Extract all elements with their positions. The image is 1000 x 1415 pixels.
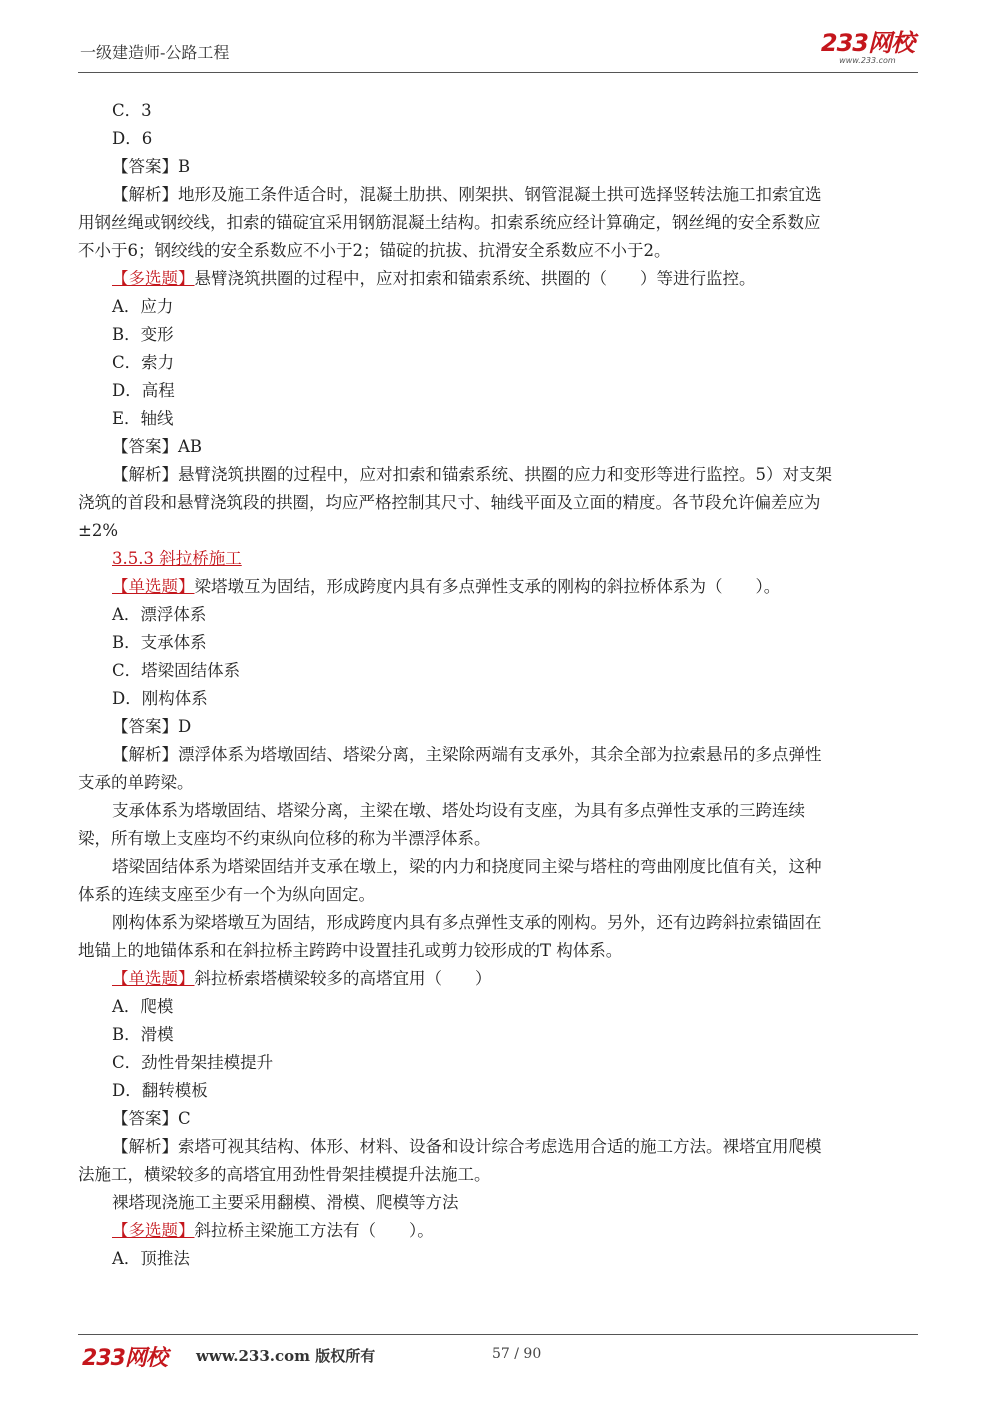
text-line xyxy=(78,1245,918,1273)
section-title: 3.5.3 斜拉桥施工 xyxy=(112,549,242,568)
text-line xyxy=(78,713,918,741)
line-text: 悬臂浇筑拱圈的过程中，应对扣索和锚索系统、拱圈的（ ）等进行监控。 xyxy=(194,269,756,288)
question-type-tag: 【多选题】 xyxy=(112,1221,195,1240)
line-text: 浇筑的首段和悬臂浇筑段的拱圈，均应严格控制其尺寸、轴线平面及立面的精度。各节段允许偏差应为 xyxy=(78,493,821,512)
text-line xyxy=(78,517,918,545)
text-line xyxy=(78,489,918,517)
line-text: B．支承体系 xyxy=(112,633,207,652)
line-text: B．变形 xyxy=(112,325,174,344)
line-text: 斜拉桥主梁施工方法有（ ）。 xyxy=(194,1221,434,1240)
document-body xyxy=(78,97,918,1273)
page-header xyxy=(78,29,918,73)
logo-url: www.233.com xyxy=(839,56,896,65)
line-text: 地锚上的地锚体系和在斜拉桥主跨跨中设置挂孔或剪力铰形成的T 构体系。 xyxy=(78,941,623,960)
line-text: 【解析】地形及施工条件适合时，混凝土肋拱、刚架拱、钢管混凝土拱可选择竖转法施工扣索宜选 xyxy=(112,185,822,204)
text-line xyxy=(78,97,918,125)
text-line xyxy=(78,405,918,433)
line-text: 梁塔墩互为固结，形成跨度内具有多点弹性支承的刚构的斜拉桥体系为（ ）。 xyxy=(194,577,781,596)
text-line xyxy=(78,657,918,685)
line-text: 【答案】D xyxy=(112,717,192,736)
line-text: E．轴线 xyxy=(112,409,174,428)
text-line xyxy=(78,937,918,965)
footer-copyright: www.233.com 版权所有 xyxy=(196,1347,376,1365)
line-text: C．劲性骨架挂模提升 xyxy=(112,1053,274,1072)
line-text: 【解析】悬臂浇筑拱圈的过程中，应对扣索和锚索系统、拱圈的应力和变形等进行监控。5）对支架 xyxy=(112,465,832,484)
text-line xyxy=(78,601,918,629)
text-line xyxy=(78,1161,918,1189)
line-text: 【答案】B xyxy=(112,157,191,176)
question-line xyxy=(78,1217,918,1245)
line-text: C．3 xyxy=(112,101,152,120)
text-line xyxy=(78,293,918,321)
line-text: A．爬模 xyxy=(112,997,174,1016)
text-line xyxy=(78,125,918,153)
question-type-tag: 【单选题】 xyxy=(112,969,195,988)
text-line xyxy=(78,1049,918,1077)
line-text: C．索力 xyxy=(112,353,175,372)
text-line xyxy=(78,1021,918,1049)
text-line xyxy=(78,181,918,209)
line-text: 刚构体系为梁塔墩互为固结，形成跨度内具有多点弹性支承的刚构。另外，还有边跨斜拉索锚固在 xyxy=(112,913,822,932)
line-text: 支承体系为塔墩固结、塔梁分离，主梁在墩、塔处均设有支座，为具有多点弹性支承的三跨连续 xyxy=(112,801,805,820)
doc-title: 一级建造师-公路工程 xyxy=(80,43,230,62)
text-line xyxy=(78,741,918,769)
text-line xyxy=(78,153,918,181)
page-number: 57 / 90 xyxy=(492,1346,542,1362)
line-text: 裸塔现浇施工主要采用翻模、滑模、爬模等方法 xyxy=(112,1193,459,1212)
text-line xyxy=(78,377,918,405)
line-text: D．翻转模板 xyxy=(112,1081,208,1100)
line-text: 梁，所有墩上支座均不约束纵向位移的称为半漂浮体系。 xyxy=(78,829,491,848)
text-line xyxy=(78,797,918,825)
line-text: 塔梁固结体系为塔梁固结并支承在墩上，梁的内力和挠度同主梁与塔柱的弯曲刚度比值有关，这种 xyxy=(112,857,822,876)
line-text: 体系的连续支座至少有一个为纵向固定。 xyxy=(78,885,375,904)
brand-logo xyxy=(821,30,914,65)
text-line xyxy=(78,321,918,349)
text-line xyxy=(78,209,918,237)
line-text: 【答案】C xyxy=(112,1109,191,1128)
text-line xyxy=(78,349,918,377)
text-line xyxy=(78,909,918,937)
line-text: 支承的单跨梁。 xyxy=(78,773,194,792)
text-line xyxy=(78,685,918,713)
line-text: A．应力 xyxy=(112,297,174,316)
text-line xyxy=(78,1133,918,1161)
logo-text: 233网校 xyxy=(820,29,914,57)
line-text: D．刚构体系 xyxy=(112,689,208,708)
line-text: A．顶推法 xyxy=(112,1249,190,1268)
line-text: 斜拉桥索塔横梁较多的高塔宜用（ ） xyxy=(194,969,492,988)
line-text: D．6 xyxy=(112,129,153,148)
text-line xyxy=(78,993,918,1021)
text-line xyxy=(78,433,918,461)
text-line xyxy=(78,1189,918,1217)
text-line xyxy=(78,853,918,881)
question-type-tag: 【多选题】 xyxy=(112,269,195,288)
question-line xyxy=(78,265,918,293)
text-line xyxy=(78,237,918,265)
line-text: D．高程 xyxy=(112,381,175,400)
line-text: C．塔梁固结体系 xyxy=(112,661,241,680)
line-text: 【解析】索塔可视其结构、体形、材料、设备和设计综合考虑选用合适的施工方法。裸塔宜用爬模 xyxy=(112,1137,822,1156)
line-text: 不小于6；钢绞线的安全系数应不小于2；锚碇的抗拔、抗滑安全系数应不小于2。 xyxy=(78,241,671,260)
text-line xyxy=(78,769,918,797)
text-line xyxy=(78,1105,918,1133)
text-line xyxy=(78,461,918,489)
line-text: 法施工，横梁较多的高塔宜用劲性骨架挂模提升法施工。 xyxy=(78,1165,491,1184)
question-type-tag: 【单选题】 xyxy=(112,577,195,596)
question-line xyxy=(78,965,918,993)
line-text: 【答案】AB xyxy=(112,437,203,456)
text-line xyxy=(78,825,918,853)
line-text: ±2% xyxy=(78,521,119,540)
question-line xyxy=(78,573,918,601)
line-text: 用钢丝绳或钢绞线，扣索的锚碇宜采用钢筋混凝土结构。扣索系统应经计算确定，钢丝绳的安全系数应 xyxy=(78,213,821,232)
line-text: B．滑模 xyxy=(112,1025,174,1044)
footer-logo: 233网校 xyxy=(82,1346,167,1371)
page-footer xyxy=(78,1334,918,1375)
line-text: 【解析】漂浮体系为塔墩固结、塔梁分离，主梁除两端有支承外，其余全部为拉索悬吊的多点弹性 xyxy=(112,745,822,764)
section-title-line xyxy=(78,545,918,573)
text-line xyxy=(78,1077,918,1105)
text-line xyxy=(78,881,918,909)
line-text: A．漂浮体系 xyxy=(112,605,207,624)
text-line xyxy=(78,629,918,657)
